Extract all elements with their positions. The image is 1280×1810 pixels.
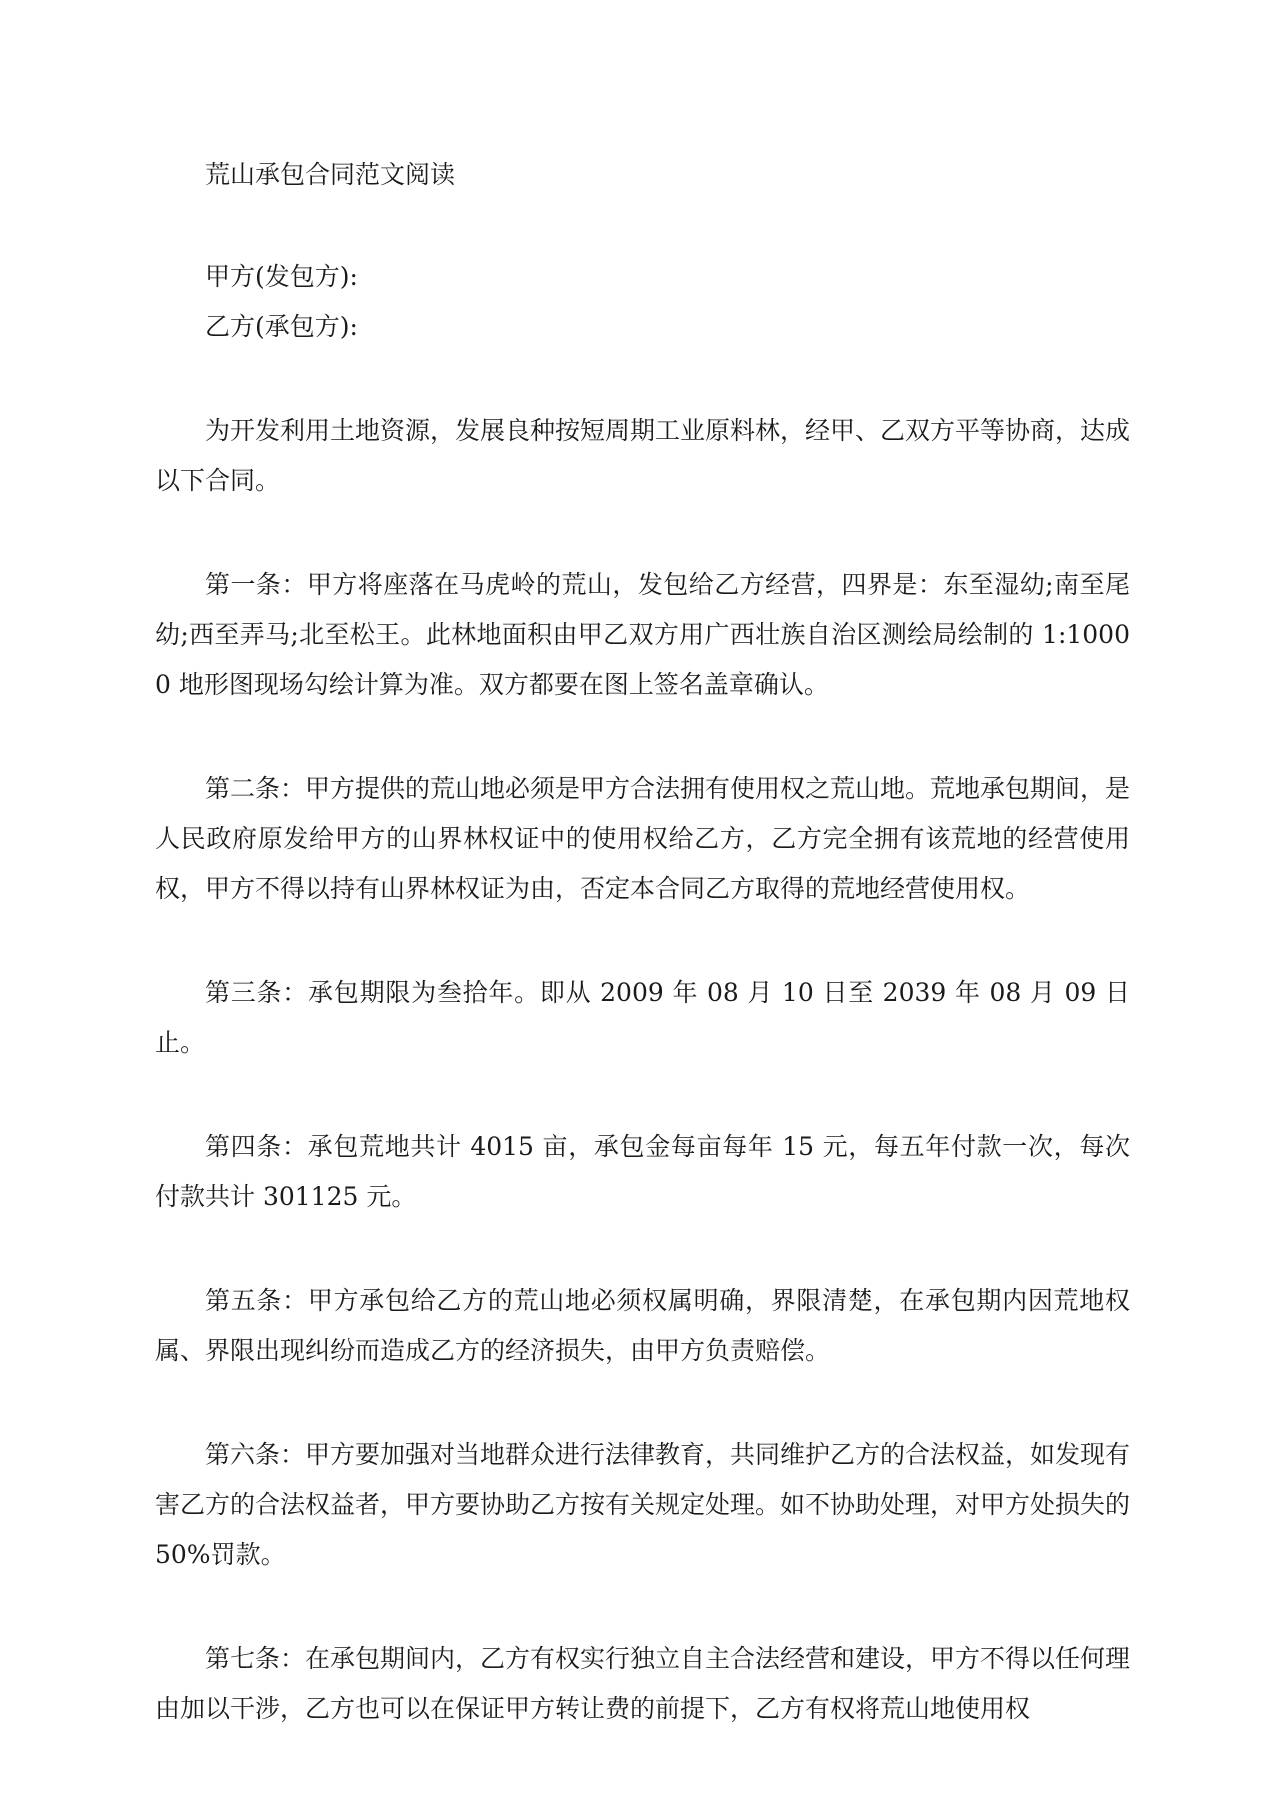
article-6-paragraph: 第六条：甲方要加强对当地群众进行法律教育，共同维护乙方的合法权益，如发现有害乙方的合法权益者，甲方要协助乙方按有关规定处理。如不协助处理，对甲方处损失的 50%罚款。 [155,1440,1131,1569]
preamble-paragraph: 为开发利用土地资源，发展良种按短周期工业原料林，经甲、乙双方平等协商，达成以下合同。 [155,416,1131,495]
document-body [155,150,1130,1788]
article-7-paragraph: 第七条：在承包期间内，乙方有权实行独立自主合法经营和建设，甲方不得以任何理由加以干涉，乙方也可以在保证甲方转让费的前提下，乙方有权将荒山地使用权 [155,1644,1131,1723]
article-5-paragraph: 第五条：甲方承包给乙方的荒山地必须权属明确，界限清楚，在承包期内因荒地权属、界限出现纠纷而造成乙方的经济损失，由甲方负责赔偿。 [155,1286,1130,1365]
article-4-paragraph: 第四条：承包荒地共计 4015 亩，承包金每亩每年 15 元，每五年付款一次，每次付款共计 301125 元。 [155,1132,1130,1211]
article-2-paragraph: 第二条：甲方提供的荒山地必须是甲方合法拥有使用权之荒山地。荒地承包期间，是人民政府原发给甲方的山界林权证中的使用权给乙方，乙方完全拥有该荒地的经营使用权，甲方不得以持有山界林权证为由，否定本合同乙方取得的荒地经营使用权。 [155,774,1131,903]
party-a-label: 甲方(发包方): [205,262,358,291]
article-3-paragraph: 第三条：承包期限为叁拾年。即从 2009 年 08 月 10 日至 2039 年 08 月 09 日止。 [155,978,1130,1057]
party-b-label: 乙方(承包方): [205,312,358,341]
article-1-paragraph: 第一条：甲方将座落在马虎岭的荒山，发包给乙方经营，四界是：东至湿幼;南至尾幼;西至弄马;北至松王。此林地面积由甲乙双方用广西壮族自治区测绘局绘制的 1:10000 地形图现场勾绘计算为准。双方都要在图上签名盖章确认。 [155,570,1130,699]
document-title: 荒山承包合同范文阅读 [205,160,456,189]
